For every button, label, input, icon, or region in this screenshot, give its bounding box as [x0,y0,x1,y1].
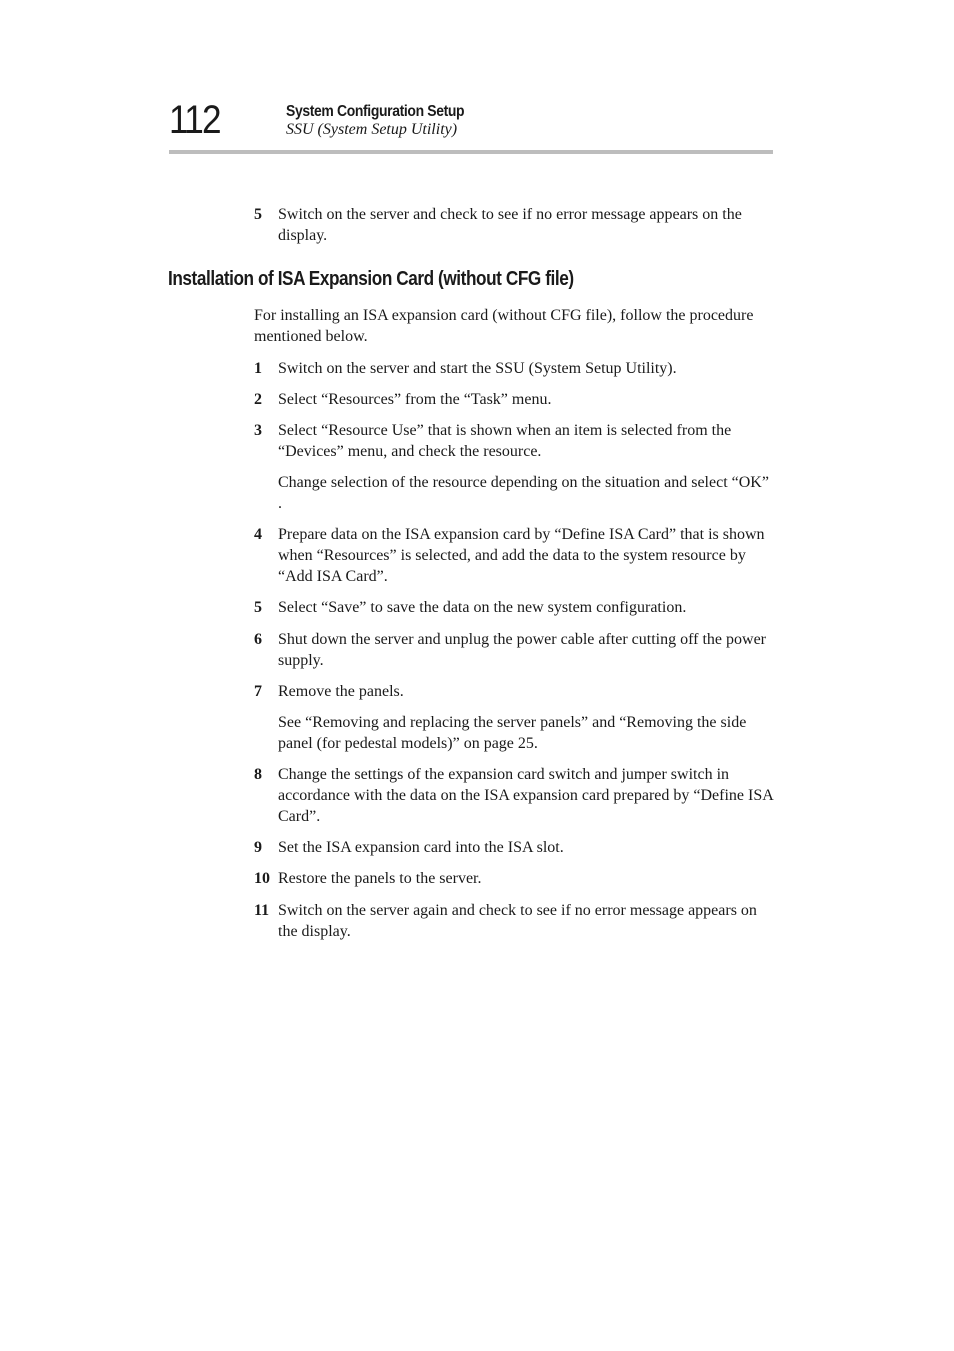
list-item [254,597,774,618]
list-item [254,837,774,858]
step-text: Change the settings of the expansion card switch and jumper switch in accordance with the data on the ISA expansion card prepared by “Define ISA Card”. [278,766,773,825]
step-text: Select “Save” to save the data on the new system configuration. [278,599,687,616]
list-item [254,358,774,379]
step-number: 9 [254,839,262,856]
step-number: 6 [254,631,262,648]
list-item [254,524,774,587]
step-text: Restore the panels to the server. [278,870,482,887]
step-text: Prepare data on the ISA expansion card by “Define ISA Card” that is shown when “Resources” is selected, and add the data to the system resource by “Add ISA Card”. [278,526,765,585]
step-text: Set the ISA expansion card into the ISA slot. [278,839,564,856]
step-number: 2 [254,391,262,408]
section-heading: Installation of ISA Expansion Card (without CFG file) [168,268,574,290]
step-note: See “Removing and replacing the server panels” and “Removing the side panel (for pedestal models)” on page 25. [278,714,747,752]
page-number: 112 [169,98,220,142]
step-note: Change selection of the resource depending on the situation and select “OK” . [278,474,769,512]
list-item [254,389,774,410]
list-item [254,204,774,246]
list-item [254,868,774,889]
step-number: 7 [254,683,262,700]
step-number: 5 [254,206,262,223]
step-number: 10 [254,870,270,887]
step-number: 8 [254,766,262,783]
step-number: 5 [254,599,262,616]
section-intro: For installing an ISA expansion card (without CFG file), follow the procedure mentioned below. [254,307,754,345]
step-text: Shut down the server and unplug the power cable after cutting off the power supply. [278,631,766,669]
step-number: 11 [254,902,270,919]
list-item [254,764,774,827]
running-header-title: System Configuration Setup [286,103,465,120]
step-text: Select “Resources” from the “Task” menu. [278,391,552,408]
step-text: Switch on the server and start the SSU (System Setup Utility). [278,360,677,377]
list-item [254,900,774,942]
step-text: Switch on the server again and check to see if no error message appears on the display. [278,902,757,940]
step-number: 4 [254,526,262,543]
step-text: Select “Resource Use” that is shown when an item is selected from the “Devices” menu, and check the resource. [278,422,732,460]
list-item [254,420,774,462]
step-number: 1 [254,360,262,377]
running-header-subtitle: SSU (System Setup Utility) [286,121,458,138]
step-text: Remove the panels. [278,683,404,700]
list-item [254,681,774,702]
header-rule [169,150,773,154]
step-number: 3 [254,422,262,439]
step-text: Switch on the server and check to see if no error message appears on the display. [278,206,742,244]
list-item [254,629,774,671]
